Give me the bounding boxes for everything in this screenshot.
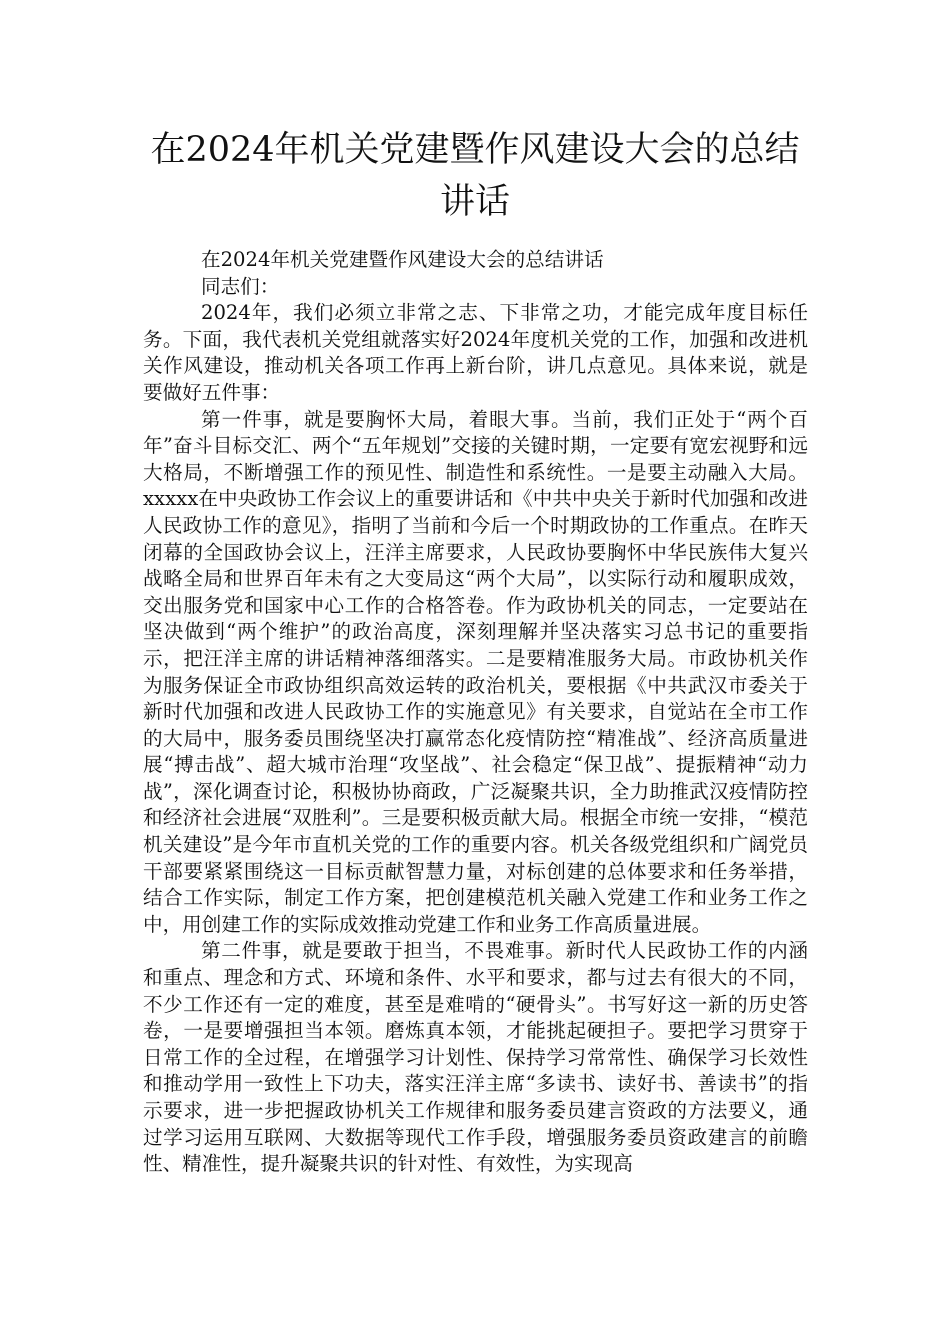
document-body [143,247,808,1178]
paragraph-first-task: 第一件事，就是要胸怀大局，着眼大事。当前，我们正处于“两个百年”奋斗目标交汇、两个“五年规划”交接的关键时期，一定要有宽宏视野和远大格局，不断增强工作的预见性、制造性和系统性。一是要主动融入大局。xxxxx在中央政协工作会议上的重要讲话和《中共中央关于新时代加强和改进人民政协工作的意见》，指明了当前和今后一个时期政协的工作重点。在昨天闭幕的全国政协会议上，汪洋主席要求，人民政协要胸怀中华民族伟大复兴战略全局和世界百年未有之大变局这“两个大局”，以实际行动和履职成效，交出服务党和国家中心工作的合格答卷。作为政协机关的同志，一定要站在坚决做到“两个维护”的政治高度，深刻理解并坚决落实习总书记的重要指示，把汪洋主席的讲话精神落细落实。二是要精准服务大局。市政协机关作为服务保证全市政协组织高效运转的政治机关，要根据《中共武汉市委关于新时代加强和改进人民政协工作的实施意见》有关要求，自觉站在全市工作的大局中，服务委员围绕坚决打赢常态化疫情防控“精准战”、经济高质量进展“搏击战”、超大城市治理“攻坚战”、社会稳定“保卫战”、提振精神“动力战”，深化调查讨论，积极协协商政，广泛凝聚共识，全力助推武汉疫情防控和经济社会进展“双胜利”。三是要积极贡献大局。根据全市统一安排，“模范机关建设”是今年市直机关党的工作的重要内容。机关各级党组织和广阔党员干部要紧紧围绕这一目标贡献智慧力量，对标创建的总体要求和任务举措，结合工作实际，制定工作方案，把创建模范机关融入党建工作和业务工作之中，用创建工作的实际成效推动党建工作和业务工作高质量进展。 [143,407,808,936]
greeting: 同志们： [201,274,280,298]
paragraph-intro: 2024年，我们必须立非常之志、下非常之功，才能完成年度目标任务。下面，我代表机关党组就落实好2024年度机关党的工作，加强和改进机关作风建设，推动机关各项工作再上新台阶，讲几点意见。具体来说，就是要做好五件事： [143,301,808,404]
document-subtitle: 在2024年机关党建暨作风建设大会的总结讲话 [201,248,604,271]
paragraph-second-task: 第二件事，就是要敢于担当，不畏难事。新时代人民政协工作的内涵和重点、理念和方式、环境和条件、水平和要求，都与过去有很大的不同，不少工作还有一定的难度，甚至是难啃的“硬骨头”。书写好这一新的历史答卷，一是要增强担当本领。磨炼真本领，才能挑起硬担子。要把学习贯穿于日常工作的全过程，在增强学习计划性、保持学习常常性、确保学习长效性和推动学用一致性上下功夫，落实汪洋主席“多读书、读好书、善读书”的指示要求，进一步把握政协机关工作规律和服务委员建言资政的方法要义，通过学习运用互联网、大数据等现代工作手段，增强服务委员资政建言的前瞻性、精准性，提升凝聚共识的针对性、有效性，为实现高 [143,939,808,1176]
document-title: 在2024年机关党建暨作风建设大会的总结讲话 [150,130,800,222]
